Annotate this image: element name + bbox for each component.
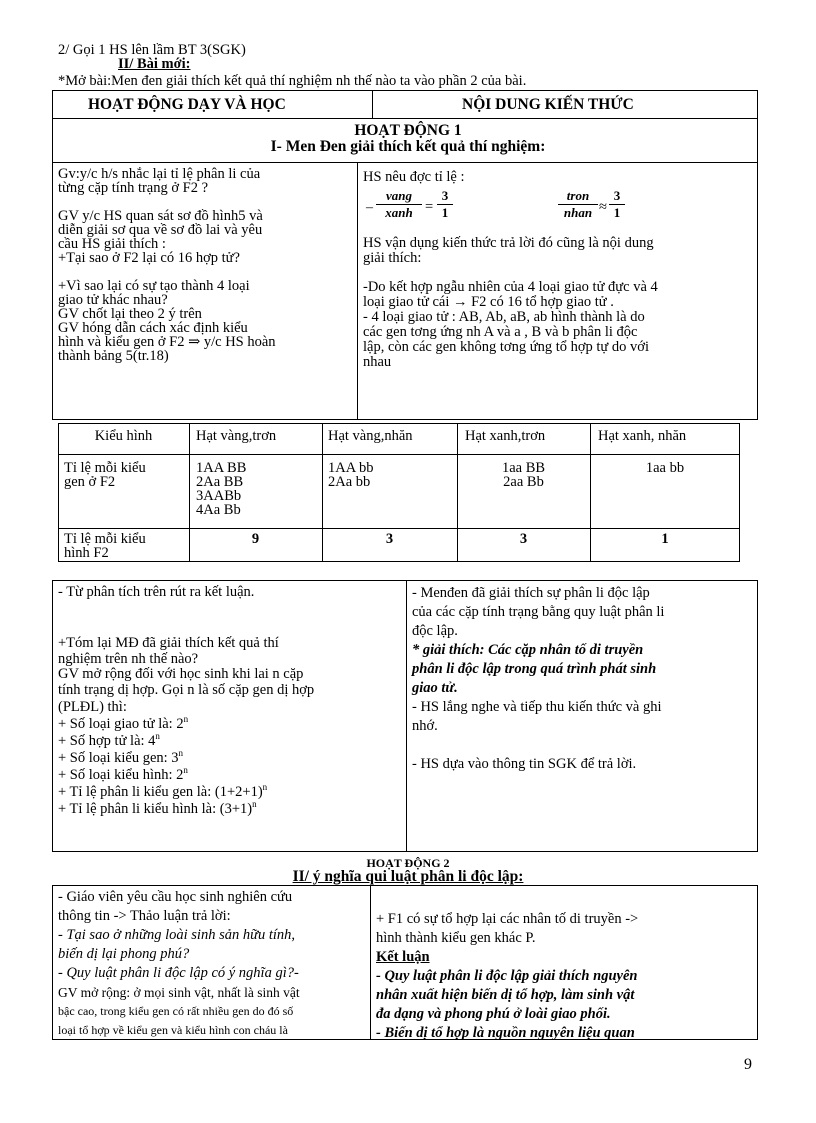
- text-line: +Vì sao lại có sự tạo thành 4 loại: [58, 278, 250, 294]
- text-line: HS vận dụng kiến thức trả lời đó cũng là nội dung: [363, 235, 654, 251]
- explanation-line: phân li độc lập trong quá trình phát sinh: [412, 661, 657, 677]
- text-line: bậc cao, trong kiểu gen có rất nhiều gen do đó số: [58, 1004, 294, 1018]
- ratio-1-dash: –: [366, 200, 373, 215]
- text-line: - HS lắng nghe và tiếp thu kiến thức và ghi: [412, 699, 662, 715]
- ratio-1-value-denominator: 1: [441, 205, 449, 220]
- formula-text: + Tỉ lệ phân li kiểu hình là: (3+1): [58, 801, 253, 817]
- text-line: +Tại sao ở F2 lại có 16 hợp tử?: [58, 250, 240, 266]
- genotype-cell-yellow-smooth: [196, 461, 246, 517]
- table5-header-yellow-smooth: Hạt vàng,trơn: [196, 428, 277, 444]
- table5-header-rule: [58, 454, 740, 455]
- table3-column-divider: [370, 885, 371, 1040]
- text-line: GV mở rộng: ở mọi sinh vật, nhất là sinh vật: [58, 985, 300, 1000]
- genotype-cell-yellow-wrinkled: [328, 461, 374, 489]
- text-line: giải thích:: [363, 250, 422, 266]
- text-line: - Giáo viên yêu cầu học sinh nghiên cứu: [58, 889, 293, 905]
- exponent: n: [178, 748, 184, 759]
- exponent: n: [183, 765, 188, 776]
- text-line: Tỉ lệ mỗi kiểu: [64, 531, 146, 547]
- table1-header-rule: [52, 118, 758, 119]
- exponent: n: [262, 782, 268, 793]
- text-line: thông tin -> Thảo luận trả lời:: [58, 908, 231, 924]
- ratio-2-value: [609, 188, 625, 221]
- exponent: n: [252, 799, 257, 810]
- formula-text: + Tỉ lệ phân li kiểu gen là: (1+2+1): [58, 784, 263, 800]
- ratio-2-numerator: tron: [558, 188, 598, 205]
- text-line: - Từ phân tích trên rút ra kết luận.: [58, 584, 255, 600]
- text-line: hình và kiểu gen ở F2 ⇒ y/c HS hoàn: [58, 334, 276, 350]
- table5-header-yellow-wrinkled: Hạt vàng,nhăn: [328, 428, 413, 444]
- text-line: - Menđen đã giải thích sự phân li độc lập: [412, 585, 650, 601]
- question-line: - Quy luật phân li độc lập có ý nghĩa gì?-: [58, 965, 299, 981]
- page-number: 9: [744, 1056, 752, 1073]
- exponent: n: [155, 731, 160, 742]
- text-line: -Do kết hợp ngẫu nhiên của 4 loại giao tử đực và 4: [363, 279, 658, 295]
- ratio-1-operator: =: [425, 199, 434, 215]
- table2-column-divider: [406, 580, 407, 852]
- formula-text: + Số loại giao tử là: 2: [58, 716, 184, 732]
- text-line: lập, còn các gen không tơng ứng tổ hợp tự do với: [363, 339, 649, 355]
- formula-line: [58, 767, 402, 784]
- text-line: loại tổ hợp về kiểu gen và kiểu hình con cháu là: [58, 1023, 288, 1037]
- genotype-cell-green-smooth: [457, 461, 590, 489]
- text-line: GV chốt lại theo 2 ý trên: [58, 306, 202, 322]
- table2-right-text: [412, 584, 754, 774]
- formula-line: [58, 750, 402, 767]
- explanation-line: * giải thích: Các cặp nhân tố di truyền: [412, 642, 644, 658]
- table2-left-text: [58, 584, 402, 818]
- text-line: +Tóm lại MĐ đã giải thích kết quả thí: [58, 635, 279, 651]
- column-header-teaching: HOẠT ĐỘNG DẠY VÀ HỌC: [88, 96, 286, 113]
- formula-text: + Số loại kiểu hình: 2: [58, 767, 184, 783]
- table3-left-text: [58, 888, 366, 1040]
- text-line: các gen tơng ứng nh A và a , B và b phân li độc: [363, 324, 638, 340]
- section-heading-new-lesson: II/ Bài mới:: [118, 56, 191, 72]
- table5-row2-label: [64, 532, 146, 560]
- genotype: 4Aa Bb: [196, 502, 241, 518]
- previous-exercise-line: 2/ Gọi 1 HS lên lầm BT 3(SGK): [58, 42, 246, 58]
- genotype: 1aa bb: [645, 460, 685, 476]
- conclusion-line: - Biến dị tổ hợp là nguồn nguyên liệu quan: [376, 1025, 635, 1041]
- text-line: của các cặp tính trạng bằng quy luật phân li: [412, 604, 665, 620]
- formula-line: [58, 733, 402, 750]
- question-line: biến dị lại phong phú?: [58, 946, 190, 962]
- genotype: 2Aa BB: [196, 474, 244, 490]
- text-line: - 4 loại giao tử : AB, Ab, aB, ab hình thành là do: [363, 309, 645, 325]
- table1-header-divider: [372, 90, 373, 118]
- table1-right-text: [363, 236, 755, 370]
- text-line: GV mở rộng đối với học sinh khi lai n cặp: [58, 666, 304, 682]
- phenotype-ratio-yellow-wrinkled: 3: [385, 531, 394, 547]
- text-line: + F1 có sự tổ hợp lại các nhân tố di truyền ->: [376, 911, 639, 927]
- table5-header-green-smooth: Hạt xanh,trơn: [465, 428, 546, 444]
- question-line: - Tại sao ở những loài sinh sản hữu tính,: [58, 927, 296, 943]
- genotype: 1aa BB: [501, 460, 546, 476]
- explanation-line: giao tử.: [412, 680, 458, 696]
- conclusion-line: - Quy luật phân li độc lập giải thích nguyên: [376, 968, 638, 984]
- table3-right-text: [376, 907, 754, 1043]
- formula-text: + Số hợp tử là: 4: [58, 733, 156, 749]
- text-line: Gv:y/c h/s nhắc lại tỉ lệ phân li của: [58, 166, 261, 182]
- genotype: 3AABb: [196, 488, 242, 504]
- ratio-1-fraction: [376, 188, 422, 221]
- text-line: GV hóng dẫn cách xác định kiểu: [58, 320, 248, 336]
- table5-row-rule: [58, 528, 740, 529]
- text-line: độc lập.: [412, 623, 458, 639]
- formula-line: [58, 801, 402, 818]
- activity-2-title: HOẠT ĐỘNG 2: [366, 856, 450, 870]
- text-line: nghiệm trên nh thế nào?: [58, 651, 199, 667]
- activity-1-title: HOẠT ĐỘNG 1: [354, 122, 462, 139]
- text-line: Tỉ lệ mỗi kiểu: [64, 460, 146, 476]
- exponent: n: [183, 714, 189, 725]
- text-line: (PLĐL) thì:: [58, 699, 127, 715]
- text-line: thành bảng 5(tr.18): [58, 348, 169, 364]
- text-line: từng cặp tính trạng ở F2 ?: [58, 180, 209, 196]
- table1-column-divider: [357, 162, 358, 420]
- text-line: hình F2: [64, 545, 109, 561]
- ratio-1-denominator: xanh: [385, 205, 413, 220]
- genotype: 2Aa bb: [328, 474, 371, 490]
- phenotype-ratio-yellow-smooth: 9: [251, 531, 260, 547]
- ratio-1-value-numerator: 3: [437, 188, 453, 205]
- text-line: hình thành kiểu gen khác P.: [376, 930, 536, 946]
- formula-line: [58, 784, 402, 801]
- text-line: gen ở F2: [64, 474, 116, 490]
- table1-left-text: [58, 167, 354, 363]
- ratio-2-value-denominator: 1: [613, 205, 621, 220]
- genotype: 2aa Bb: [503, 474, 544, 490]
- formula-text: + Số loại kiểu gen: 3: [58, 750, 179, 766]
- text-line: giao tử khác nhau?: [58, 292, 168, 308]
- text-line: nhớ.: [412, 718, 438, 734]
- text-line: GV y/c HS quan sát sơ đồ hình5 và: [58, 208, 263, 224]
- lesson-intro-line: *Mở bài:Men đen giải thích kết quả thí nghiệm nh thế nào ta vào phần 2 của bài.: [58, 73, 527, 89]
- conclusion-line: nhân xuất hiện biến dị tổ hợp, làm sinh vật: [376, 987, 635, 1003]
- ratio-2-operator: ≈: [599, 199, 607, 215]
- ratio-2-denominator: nhan: [563, 205, 593, 220]
- text-line: loại giao tử cái → F2 có 16 tổ hợp giao tử .: [363, 294, 614, 310]
- table1-activity-rule: [52, 162, 758, 163]
- ratio-intro: HS nêu đợc tỉ lệ :: [363, 169, 465, 185]
- ratio-1-value: [437, 188, 453, 221]
- activity-2-subtitle: II/ ý nghĩa qui luật phân li độc lập:: [292, 868, 524, 885]
- ratio-2-value-numerator: 3: [609, 188, 625, 205]
- activity-1-subtitle: I- Men Đen giải thích kết quả thí nghiệm:: [270, 138, 546, 155]
- ratio-2-fraction: [558, 188, 598, 221]
- column-header-content: NỘI DUNG KIẾN THỨC: [462, 96, 634, 113]
- ratio-1-numerator: vang: [376, 188, 422, 205]
- table5-header-phenotype: Kiểu hình: [94, 428, 153, 444]
- phenotype-ratio-green-wrinkled: 1: [661, 531, 669, 547]
- formula-line: [58, 716, 402, 733]
- genotype-cell-green-wrinkled: [590, 461, 740, 475]
- genotype: 1AA BB: [196, 460, 247, 476]
- genotype: 1AA bb: [328, 460, 374, 476]
- phenotype-ratio-green-smooth: 3: [519, 531, 528, 547]
- text-line: nhau: [363, 354, 392, 370]
- conclusion-line: đa dạng và phong phú ở loài giao phối.: [376, 1006, 611, 1022]
- conclusion-heading: Kết luận: [376, 949, 430, 965]
- text-line: cầu HS giải thích :: [58, 236, 166, 252]
- table5-header-green-wrinkled: Hạt xanh, nhăn: [598, 428, 687, 444]
- text-line: diễn giải sơ qua về sơ đồ lai và yêu: [58, 222, 263, 238]
- text-line: - HS dựa vào thông tin SGK để trả lời.: [412, 756, 637, 772]
- table5-row1-label: [64, 461, 146, 489]
- text-line: tính trạng dị hợp. Gọi n là số cặp gen dị hợp: [58, 682, 315, 698]
